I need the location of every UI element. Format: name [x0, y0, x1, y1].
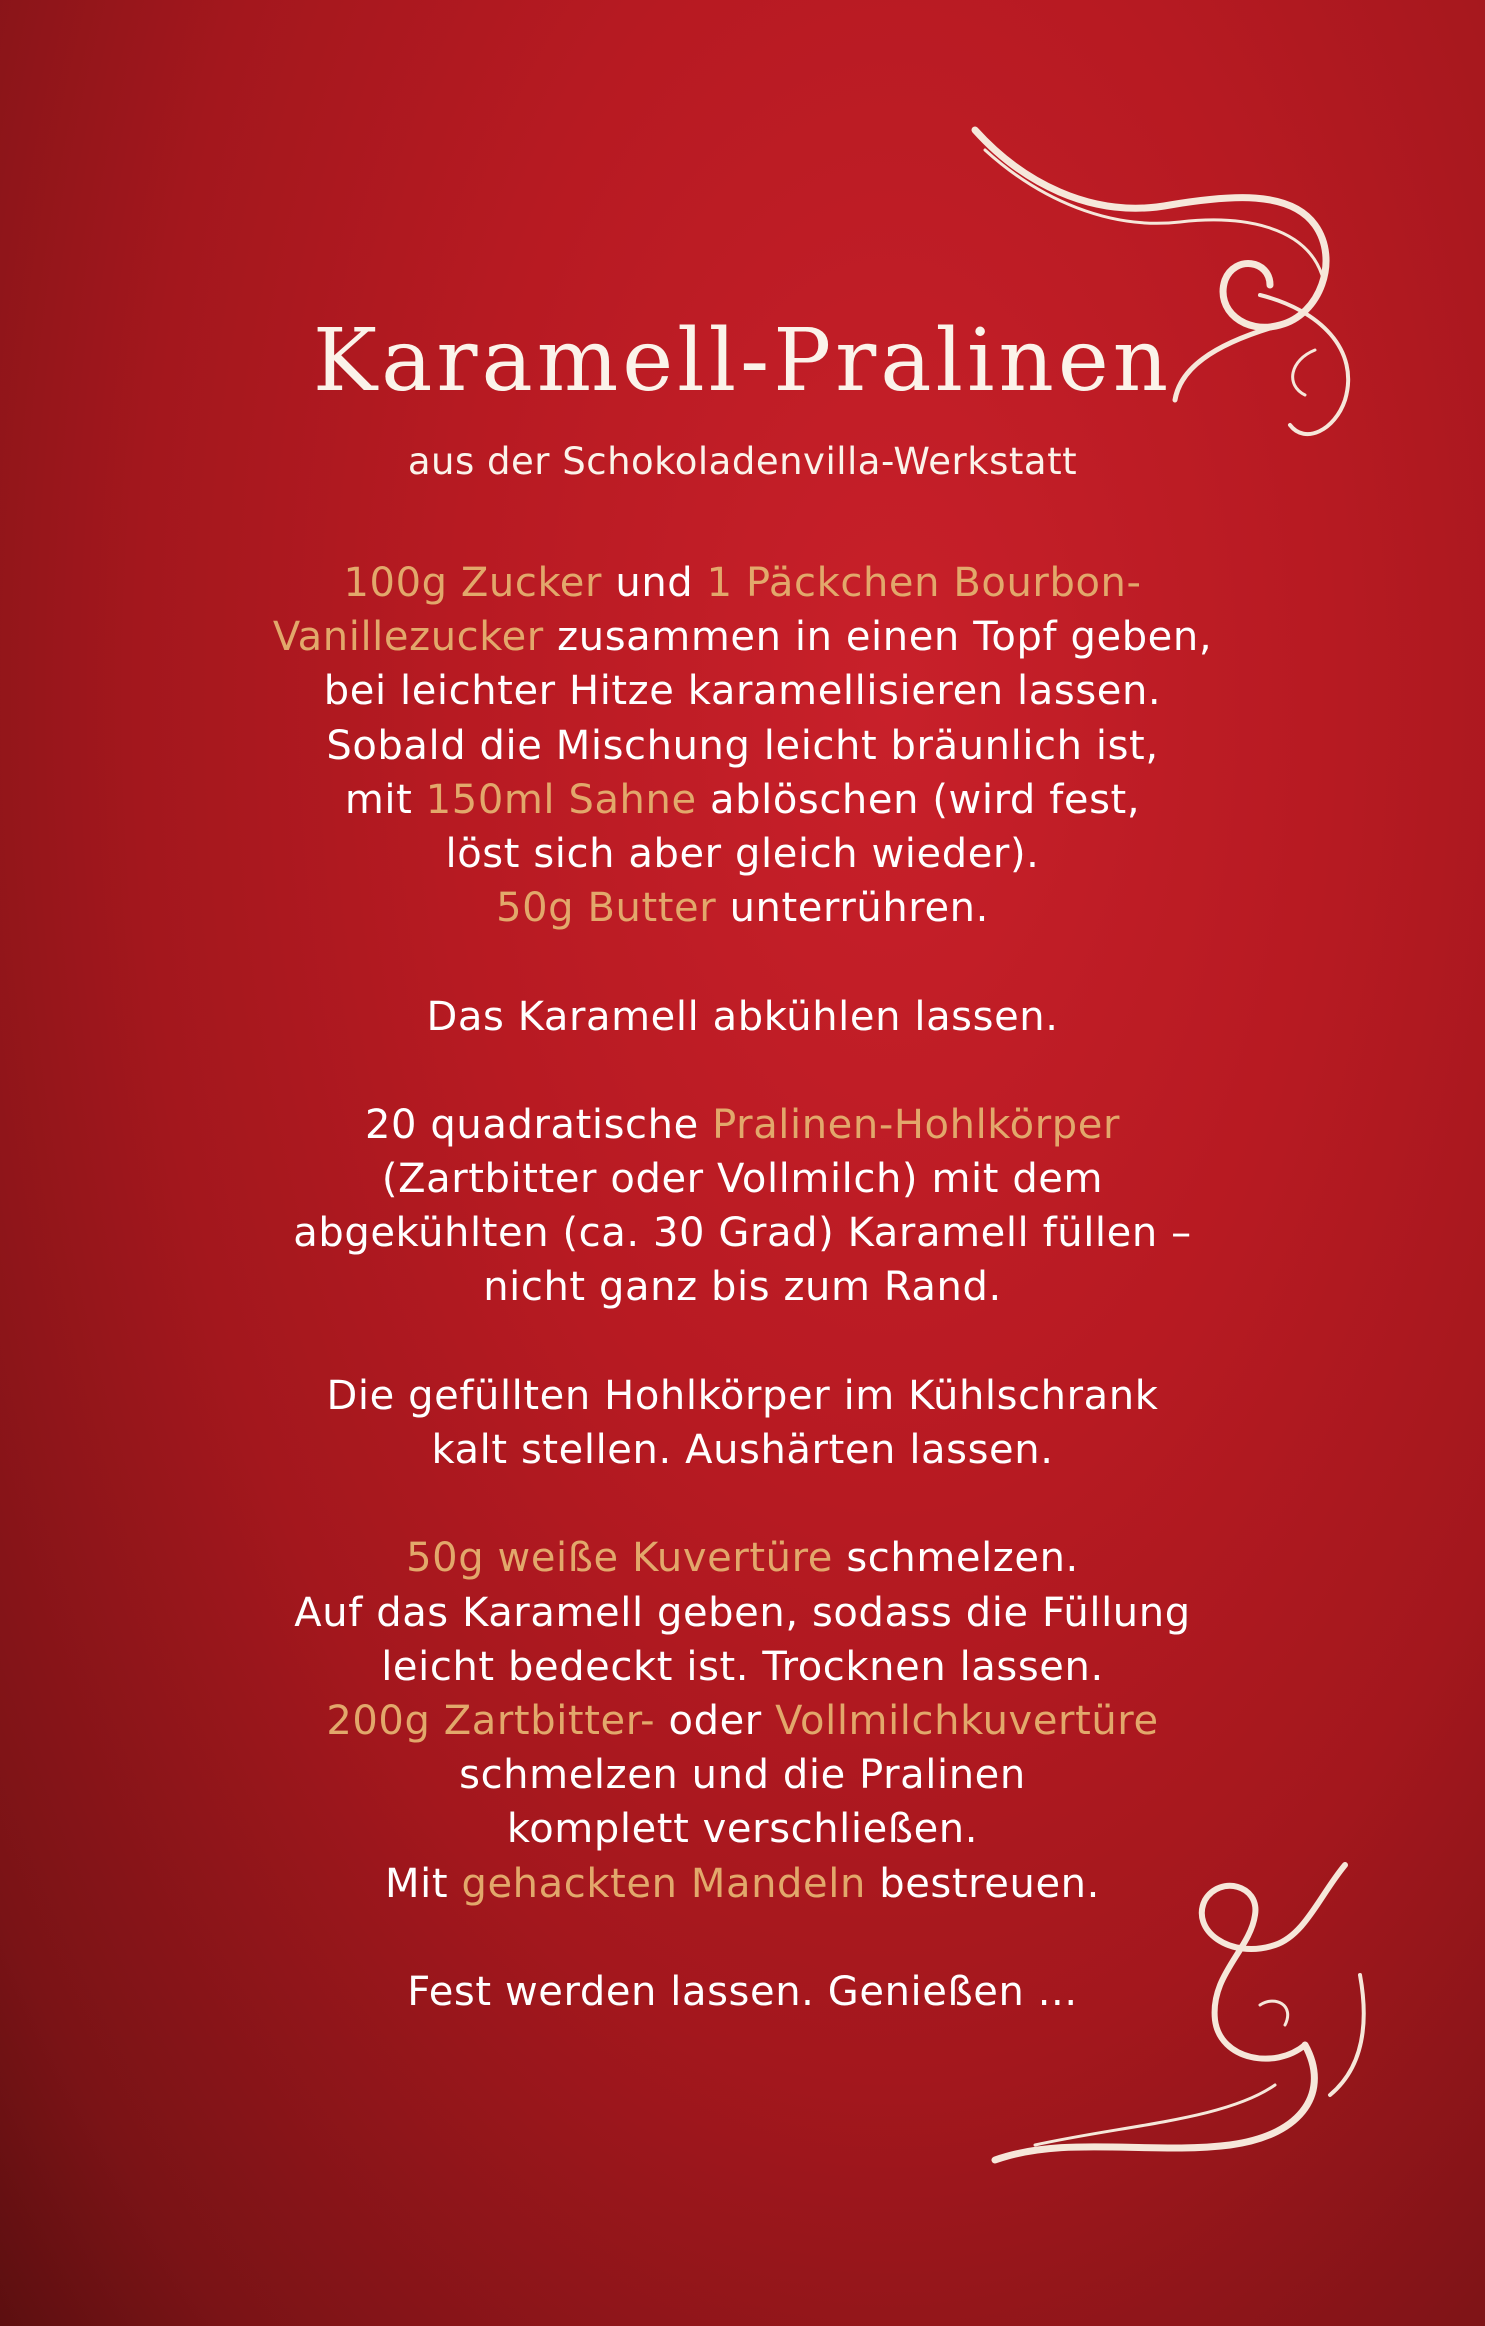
- recipe-line: 200g Zartbitter- oder Vollmilchkuvertüre: [326, 1697, 1159, 1744]
- recipe-line: Die gefüllten Hohlkörper im Kühlschrank: [326, 1372, 1159, 1419]
- paragraph-gap: [0, 1477, 1485, 1531]
- recipe-title: Karamell-Pralinen: [312, 311, 1173, 411]
- recipe-line: kalt stellen. Aushärten lassen.: [431, 1427, 1054, 1473]
- recipe-line: leicht bedeckt ist. Trocknen lassen.: [381, 1643, 1104, 1690]
- recipe-line: nicht ganz bis zum Rand.: [483, 1264, 1002, 1311]
- paragraph-gap: [0, 1044, 1485, 1098]
- ingredient-highlight: Vanillezucker: [272, 614, 544, 661]
- recipe-line: 20 quadratische Pralinen-Hohlkörper: [365, 1101, 1120, 1148]
- recipe-subtitle: aus der Schokoladenvilla-Werkstatt: [407, 440, 1078, 483]
- recipe-line: abgekühlten (ca. 30 Grad) Karamell füllen –: [293, 1210, 1192, 1257]
- recipe-line: Mit gehackten Mandeln bestreuen.: [385, 1860, 1100, 1907]
- recipe-text: [0, 556, 1485, 2019]
- ingredient-highlight: Vollmilchkuvertüre: [775, 1697, 1159, 1744]
- recipe-line: komplett verschließen.: [506, 1806, 979, 1853]
- recipe-line: bei leichter Hitze karamellisieren lassen.: [323, 668, 1162, 715]
- recipe-line: mit 150ml Sahne ablöschen (wird fest,: [344, 776, 1141, 823]
- recipe-line: Fest werden lassen. Genießen ...: [407, 1968, 1078, 2015]
- ingredient-highlight: Pralinen-Hohlkörper: [712, 1101, 1120, 1148]
- recipe-line: Vanillezucker zusammen in einen Topf geben,: [272, 614, 1213, 661]
- ingredient-highlight: gehackten Mandeln: [461, 1860, 866, 1907]
- recipe-line: 50g Butter unterrühren.: [496, 885, 989, 932]
- recipe-line: 50g weiße Kuvertüre schmelzen.: [406, 1535, 1079, 1582]
- ingredient-highlight: 1 Päckchen Bourbon-: [706, 560, 1142, 606]
- ingredient-highlight: 50g weiße Kuvertüre: [406, 1535, 834, 1582]
- recipe-line: löst sich aber gleich wieder).: [445, 830, 1040, 877]
- recipe-line: Auf das Karamell geben, sodass die Füllung: [294, 1589, 1191, 1636]
- ingredient-highlight: 200g Zartbitter-: [326, 1697, 656, 1744]
- ingredient-highlight: 50g Butter: [496, 885, 717, 932]
- paragraph-gap: [0, 935, 1485, 989]
- paragraph-gap: [0, 1315, 1485, 1369]
- recipe-line: 100g Zucker und 1 Päckchen Bourbon-: [343, 560, 1142, 606]
- swirl-ornament-top-right: [960, 110, 1380, 470]
- recipe-line: Das Karamell abkühlen lassen.: [426, 993, 1059, 1040]
- recipe-line: Sobald die Mischung leicht bräunlich ist,: [326, 722, 1159, 769]
- recipe-line: (Zartbitter oder Vollmilch) mit dem: [381, 1156, 1104, 1203]
- swirl-ornament-bottom-right: [975, 1855, 1375, 2185]
- ingredient-highlight: 100g Zucker: [343, 560, 603, 606]
- ingredient-highlight: 150ml Sahne: [425, 776, 697, 823]
- recipe-line: schmelzen und die Pralinen: [459, 1752, 1026, 1799]
